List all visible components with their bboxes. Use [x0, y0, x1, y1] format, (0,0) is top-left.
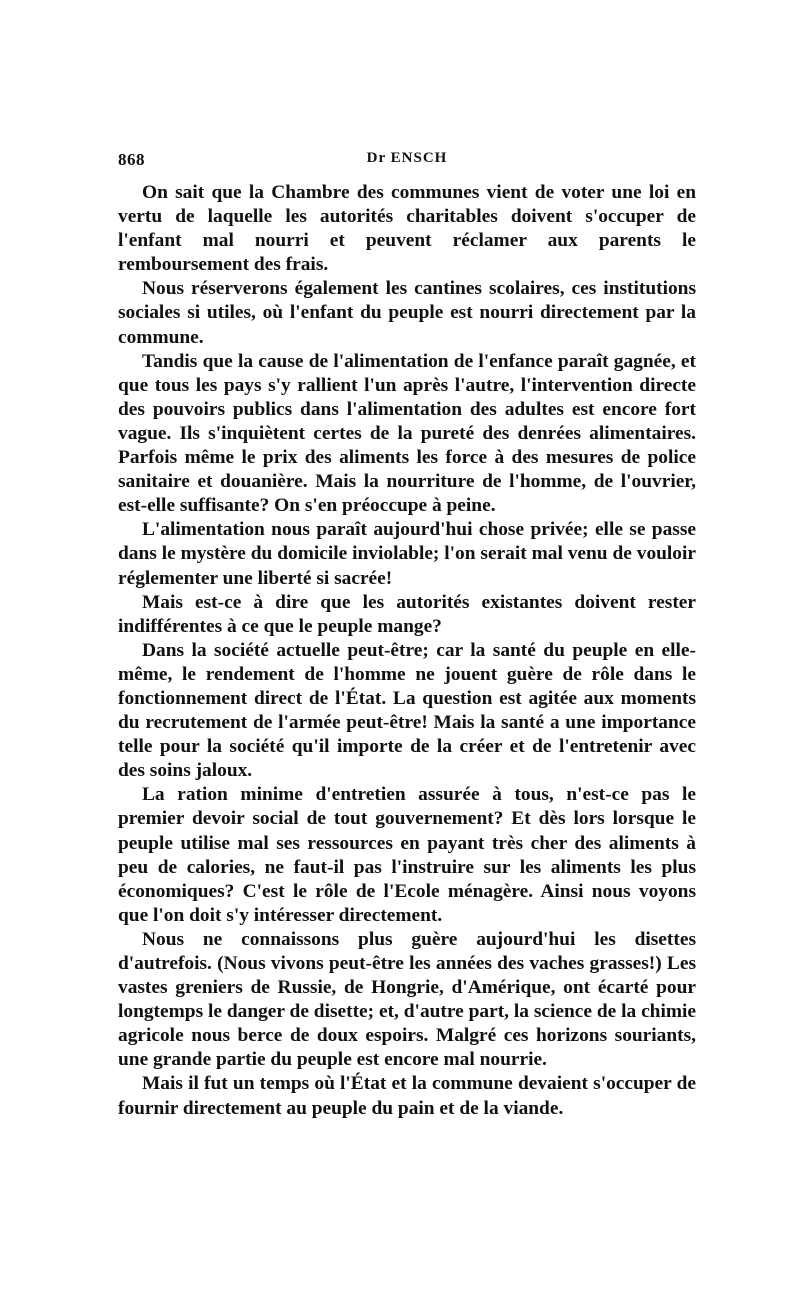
paragraph-7: La ration minime d'entretien assurée à tous, n'est-ce pas le premier devoir social de tout gouvernement? Et dès lors lorsque le peuple utilise mal ses ressources en payant très cher des aliments à peu de calories, ne faut-il pas l'instruire sur les aliments les plus économiques? C'est le rôle de l'Ecole ménagère. Ainsi nous voyons que l'on doit s'y intéresser directement. [118, 784, 696, 926]
page-number: 868 [118, 150, 145, 169]
running-head: Dr ENSCH [366, 150, 448, 166]
paragraph-6: Dans la société actuelle peut-être; car la santé du peuple en elle-même, le rendement de l'homme ne jouent guère de rôle dans le fonctionnement direct de l'État. La question est agitée aux moments du recrutement de l'armée peut-être! Mais la santé a une importance telle pour la société qu'il importe de la créer et de l'entretenir avec des soins jaloux. [118, 639, 696, 782]
paragraph-3: Tandis que la cause de l'alimentation de l'enfance paraît gagnée, et que tous les pays s'y rallient l'un après l'autre, l'intervention directe des pouvoirs publics dans l'alimentation des adultes est encore fort vague. Ils s'inquiètent certes de la pureté des denrées alimentaires. Parfois même le prix des aliments les force à des mesures de police sanitaire et douanière. Mais la nourriture de l'homme, de l'ouvrier, est-elle suffisante? On s'en préoccupe à peine. [118, 350, 696, 517]
paragraph-4: L'alimentation nous paraît aujourd'hui chose privée; elle se passe dans le mystère du domicile inviolable; l'on serait mal venu de vouloir réglementer une liberté si sacrée! [118, 519, 696, 589]
body-text [118, 181, 696, 1121]
paragraph-9: Mais il fut un temps où l'État et la commune devaient s'occuper de fournir directement au peuple du pain et de la viande. [118, 1073, 696, 1119]
page-header [118, 150, 696, 174]
paragraph-1: On sait que la Chambre des communes vient de voter une loi en vertu de laquelle les autorités charitables doivent s'occuper de l'enfant mal nourri et peuvent réclamer aux parents le remboursement des frais. [118, 182, 696, 276]
paragraph-5: Mais est-ce à dire que les autorités existantes doivent rester indifférentes à ce que le peuple mange? [118, 591, 696, 637]
paragraph-2: Nous réserverons également les cantines scolaires, ces institutions sociales si utiles, où l'enfant du peuple est nourri directement par la commune. [118, 278, 696, 348]
paragraph-8: Nous ne connaissons plus guère aujourd'hui les disettes d'autrefois. (Nous vivons peut-être les années des vaches grasses!) Les vastes greniers de Russie, de Hongrie, d'Amérique, ont écarté pour longtemps le danger de disette; et, d'autre part, la science de la chimie agricole nous berce de doux espoirs. Malgré ces horizons souriants, une grande partie du peuple est encore mal nourrie. [118, 928, 696, 1071]
